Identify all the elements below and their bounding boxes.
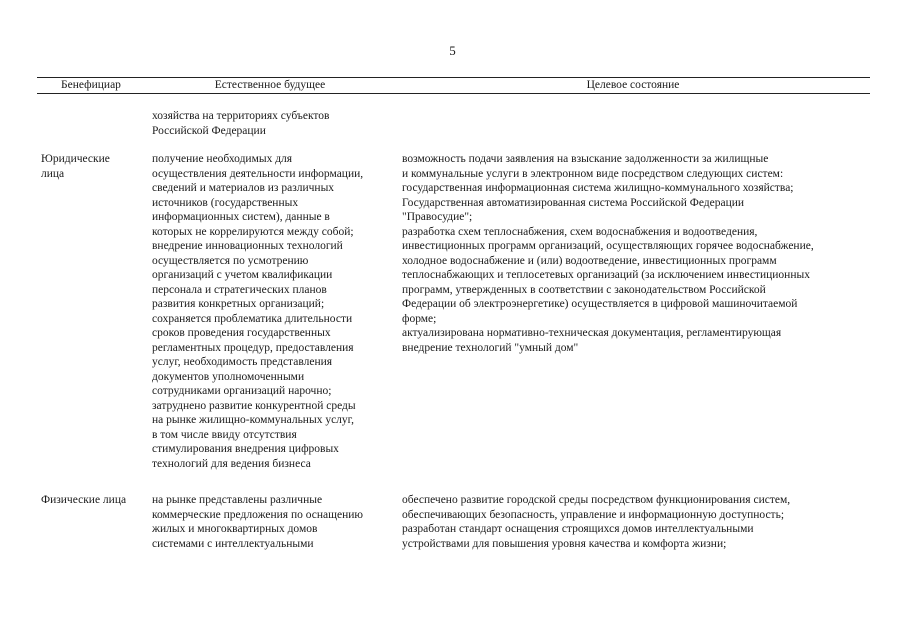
cell-beneficiary: Физические лица [41,494,127,506]
cell-target-state: обеспечено развитие городской среды посредством функционирования систем, обеспечивающих безопасность, управление и информационную доступность; разработан стандарт оснащения строящихся домов интеллектуальными устройствами для повышения уровня качества и комфорта жизни; [402,494,791,550]
cell-beneficiary: Юридические лица [41,153,110,180]
cell-natural-future: получение необходимых для осуществления деятельности информации, сведений и материалов из различных источников (государственных информационных систем), данные в которых не коррелируются между собой; внедрение инновационных технологий осуществляется по усмотрению организаций с учетом квалификации персонала и стратегических планов развития конкретных организаций; сохраняется проблематика длительности сроков проведения государственных регламентных процедур, предоставления услуг, необходимость представления документов уполномоченными сотрудниками организаций нарочно; затруднено развитие конкурентной среды на рынке жилищно-коммунальных услуг, в том числе ввиду отсутствия стимулирования внедрения цифровых технологий для ведения бизнеса [152,153,364,470]
header-target-state: Целевое состояние [586,79,680,91]
page-number: 5 [449,43,456,58]
cell-target-state: возможность подачи заявления на взыскание задолженности за жилищные и коммунальные услуги в электронном виде посредством следующих систем: государственная информационная система жилищно-коммунального хозяйства; Государственная автоматизированная система Российской Федерации "Правосудие"; разработка схем теплоснабжения, схем водоснабжения и водоотведения, инвестиционных программ организаций, осуществляющих горячее водоснабжение, холодное водоснабжение и (или) водоотведение, инвестиционных программ теплоснабжающих и теплосетевых организаций (за исключением инвестиционных программ, утвержденных в соответствии с законодательством Российской Федерации об электроэнергетике) осуществляется в цифровой машиночитаемой форме; актуализирована нормативно-техническая документация, регламентирующая внедрение технологий "умный дом" [402,153,814,354]
header-beneficiary: Бенефициар [61,79,121,91]
cell-natural-future: на рынке представлены различные коммерческие предложения по оснащению жилых и многоквартирных домов системами с интеллектуальными [152,494,363,550]
table-top-rule [37,77,870,78]
cell-natural-future: хозяйства на территориях субъектов Российской Федерации [152,110,330,137]
table-header-rule [37,93,870,94]
header-natural-future: Естественное будущее [214,79,326,91]
